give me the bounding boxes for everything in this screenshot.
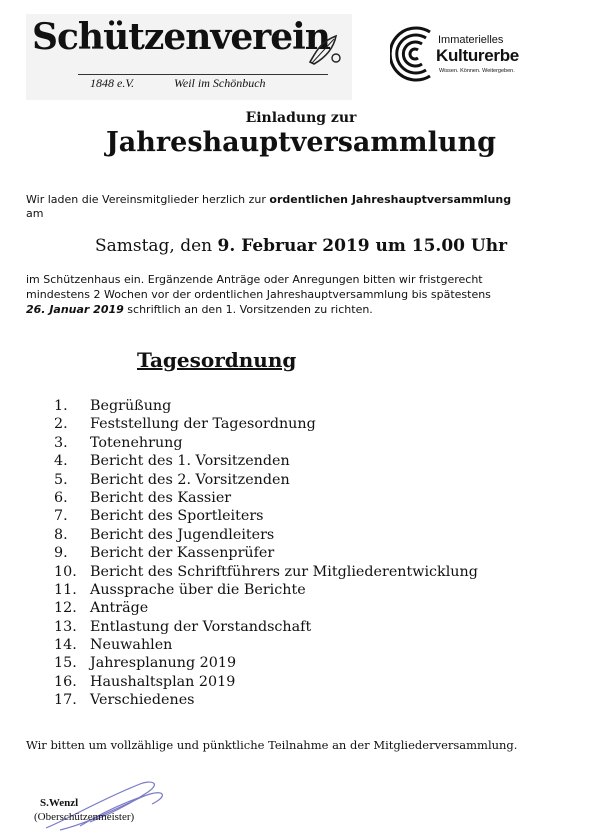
agenda-item (54, 544, 478, 562)
paragraph2-line2: mindestens 2 Wochen vor der ordentlichen Jahreshauptversammlung bis spätestens (26, 288, 491, 301)
agenda-title: Tagesordnung (137, 348, 297, 372)
agenda-item-text: Haushaltsplan 2019 (90, 673, 236, 690)
agenda-item-text: Aussprache über die Berichte (90, 581, 306, 598)
agenda-item (54, 581, 478, 599)
meeting-date-prefix: Samstag, den (94, 236, 218, 256)
agenda-item-number: 4. (54, 453, 68, 470)
agenda-item (54, 526, 478, 544)
agenda-item-text: Jahresplanung 2019 (90, 655, 237, 672)
agenda-item-number: 17. (54, 692, 77, 709)
agenda-item-number: 6. (54, 489, 68, 506)
invitation-title: Jahreshauptversammlung (106, 127, 496, 158)
logo-divider (78, 74, 328, 75)
paragraph2-line3 (26, 303, 373, 317)
agenda-item-text: Bericht des 2. Vorsitzenden (90, 471, 290, 488)
paragraph1-line1 (26, 193, 511, 207)
agenda-item (54, 691, 478, 709)
agenda-item-text: Feststellung der Tagesordnung (90, 416, 316, 433)
agenda-item (54, 654, 478, 672)
agenda-item (54, 599, 478, 617)
agenda-item (54, 673, 478, 691)
club-founded: 1848 e.V. (90, 76, 135, 90)
agenda-item-number: 14. (54, 637, 77, 654)
club-logo-title: Schützenverein (32, 16, 330, 58)
heritage-line1: Immaterielles (438, 34, 504, 46)
agenda-item-text: Neuwahlen (90, 637, 173, 654)
signature-name: S.Wenzl (40, 797, 79, 809)
agenda-item-number: 2. (54, 416, 68, 433)
agenda-item-text: Verschiedenes (90, 692, 195, 709)
paragraph1-bold: ordentlichen Jahreshauptversammlung (269, 193, 512, 206)
agenda-item-number: 1. (54, 398, 68, 414)
agenda-item-text: Bericht des Jugendleiters (90, 526, 275, 543)
agenda-item (54, 415, 478, 433)
agenda-item-number: 3. (54, 434, 68, 451)
agenda-item (54, 471, 478, 489)
agenda-item-text: Bericht des Kassier (90, 489, 232, 506)
agenda-item-number: 16. (54, 673, 77, 690)
meeting-date (0, 236, 602, 256)
signature-role: (Oberschützenmeister) (34, 811, 135, 823)
agenda-item-number: 11. (54, 581, 77, 598)
agenda-item-text: Bericht des Schriftführers zur Mitgliederentwicklung (90, 563, 478, 580)
agenda-item (54, 452, 478, 470)
agenda-item (54, 563, 478, 581)
agenda-item-text: Begrüßung (90, 398, 172, 414)
agenda-item-text: Totenehrung (90, 434, 183, 451)
agenda-item-number: 15. (54, 655, 77, 672)
deadline-date: 26. Januar 2019 (26, 303, 124, 316)
agenda-item-number: 5. (54, 471, 68, 488)
heritage-logo (390, 24, 526, 86)
agenda-item-number: 9. (54, 545, 68, 562)
agenda-item-text: Bericht des 1. Vorsitzenden (90, 453, 290, 470)
club-logo (26, 14, 352, 100)
agenda-item-text: Anträge (90, 600, 149, 617)
oak-leaf-icon (306, 32, 346, 68)
closing-text: Wir bitten um vollzählige und pünktliche Teilnahme an der Mitgliederversammlung. (26, 738, 518, 752)
agenda-item-text: Bericht der Kassenprüfer (90, 545, 275, 562)
agenda-item-number: 10. (54, 563, 77, 580)
agenda-list (54, 397, 478, 710)
agenda-item (54, 636, 478, 654)
paragraph2-line1: im Schützenhaus ein. Ergänzende Anträge oder Anregungen bitten wir fristgerecht (26, 273, 483, 286)
heritage-line2: Kulturerbe (436, 46, 519, 65)
invitation-pretitle: Einladung zur (245, 110, 357, 126)
agenda-item-text: Entlastung der Vorstandschaft (90, 618, 312, 635)
agenda-item (54, 618, 478, 636)
agenda-item-number: 8. (54, 526, 68, 543)
heritage-swirl-icon (390, 24, 436, 84)
agenda-item-number: 13. (54, 618, 77, 635)
agenda-item (54, 434, 478, 452)
agenda-item-number: 7. (54, 508, 68, 525)
agenda-item-number: 12. (54, 600, 77, 617)
paragraph1-text: Wir laden die Vereinsmitglieder herzlich zur (26, 193, 270, 206)
agenda-item (54, 489, 478, 507)
club-place: Weil im Schönbuch (174, 76, 266, 90)
agenda-item (54, 397, 478, 415)
agenda-item (54, 507, 478, 525)
heritage-line3: Wissen. Können. Weitergeben. (439, 68, 515, 74)
agenda-item-text: Bericht des Sportleiters (90, 508, 264, 525)
paragraph1-line2: am (26, 207, 44, 220)
meeting-date-bold: 9. Februar 2019 um 15.00 Uhr (217, 236, 508, 256)
paragraph2-line3-text: schriftlich an den 1. Vorsitzenden zu richten. (123, 303, 373, 316)
